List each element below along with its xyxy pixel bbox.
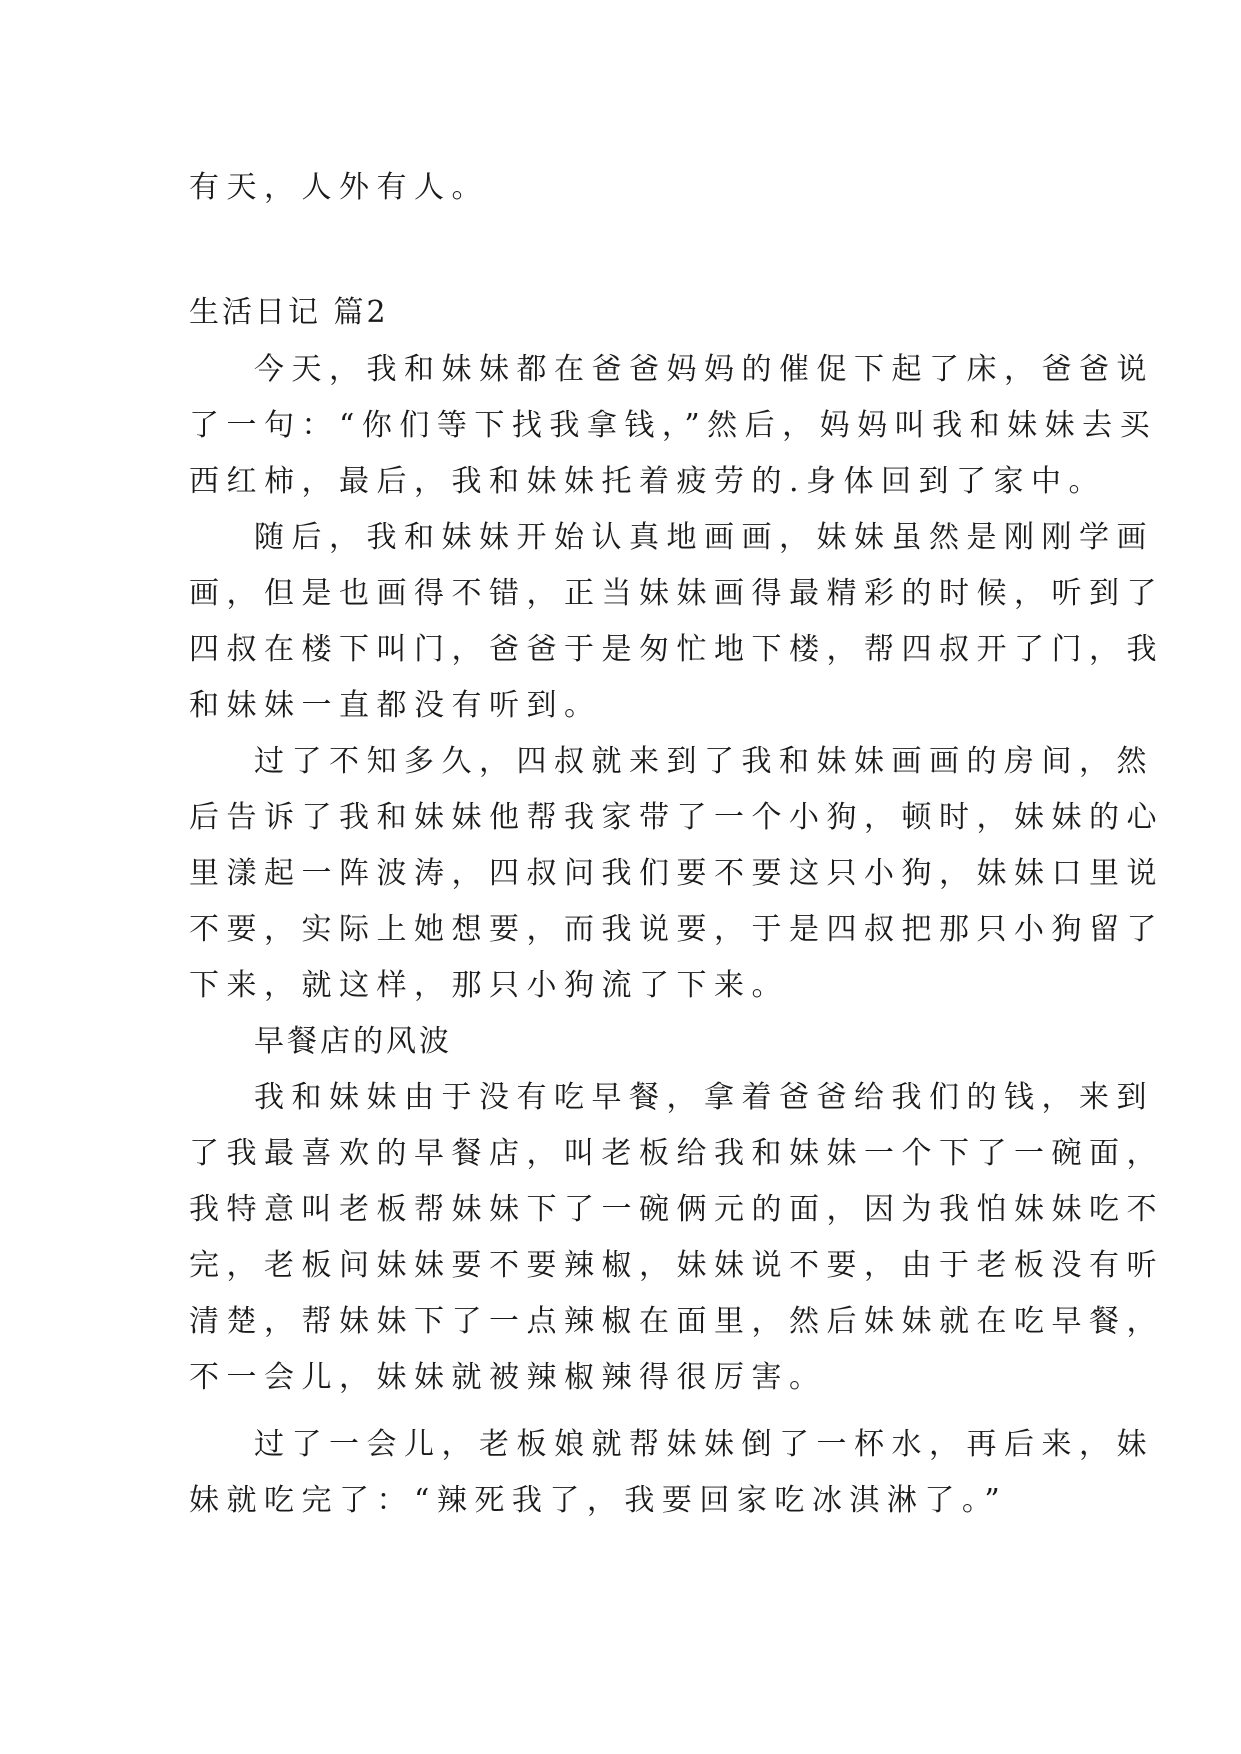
paragraph-line: 我和妹妹由于没有吃早餐，拿着爸爸给我们的钱，来到 — [254, 1080, 1154, 1115]
paragraph-line: 了我最喜欢的早餐店，叫老板给我和妹妹一个下了一碗面， — [189, 1136, 1164, 1171]
paragraph-line: 里漾起一阵波涛，四叔问我们要不要这只小狗，妹妹口里说 — [189, 856, 1164, 891]
paragraph-line: 下来，就这样，那只小狗流了下来。 — [189, 968, 789, 1003]
paragraph-line: 今天，我和妹妹都在爸爸妈妈的催促下起了床，爸爸说 — [254, 352, 1154, 387]
paragraph-line: 完，老板问妹妹要不要辣椒，妹妹说不要，由于老板没有听 — [189, 1248, 1164, 1283]
paragraph-line: 我特意叫老板帮妹妹下了一碗俩元的面，因为我怕妹妹吃不 — [189, 1192, 1164, 1227]
paragraph-line: 和妹妹一直都没有听到。 — [189, 688, 602, 723]
paragraph-line: 过了一会儿，老板娘就帮妹妹倒了一杯水，再后来，妹 — [254, 1427, 1154, 1462]
paragraph-line: 不要，实际上她想要，而我说要，于是四叔把那只小狗留了 — [189, 912, 1164, 947]
paragraph-line: 随后，我和妹妹开始认真地画画，妹妹虽然是刚刚学画 — [254, 520, 1154, 555]
paragraph-line: 画，但是也画得不错，正当妹妹画得最精彩的时候，听到了 — [189, 576, 1164, 611]
paragraph-line: 四叔在楼下叫门，爸爸于是匆忙地下楼，帮四叔开了门，我 — [189, 632, 1164, 667]
subheading: 早餐店的风波 — [254, 1024, 452, 1059]
section-title: 生活日记 篇2 — [189, 295, 389, 330]
paragraph-line: 清楚，帮妹妹下了一点辣椒在面里，然后妹妹就在吃早餐， — [189, 1304, 1164, 1339]
paragraph-line: 过了不知多久，四叔就来到了我和妹妹画画的房间，然 — [254, 744, 1154, 779]
paragraph-line: 了一句：“你们等下找我拿钱，”然后，妈妈叫我和妹妹去买 — [189, 408, 1158, 443]
paragraph-line: 妹就吃完了：“辣死我了，我要回家吃冰淇淋了。” — [189, 1483, 1008, 1518]
paragraph-line: 西红柿，最后，我和妹妹托着疲劳的.身体回到了家中。 — [189, 464, 1107, 499]
carryover-line: 有天，人外有人。 — [189, 170, 489, 205]
paragraph-line: 后告诉了我和妹妹他帮我家带了一个小狗，顿时，妹妹的心 — [189, 800, 1164, 835]
paragraph-line: 不一会儿，妹妹就被辣椒辣得很厉害。 — [189, 1360, 827, 1395]
